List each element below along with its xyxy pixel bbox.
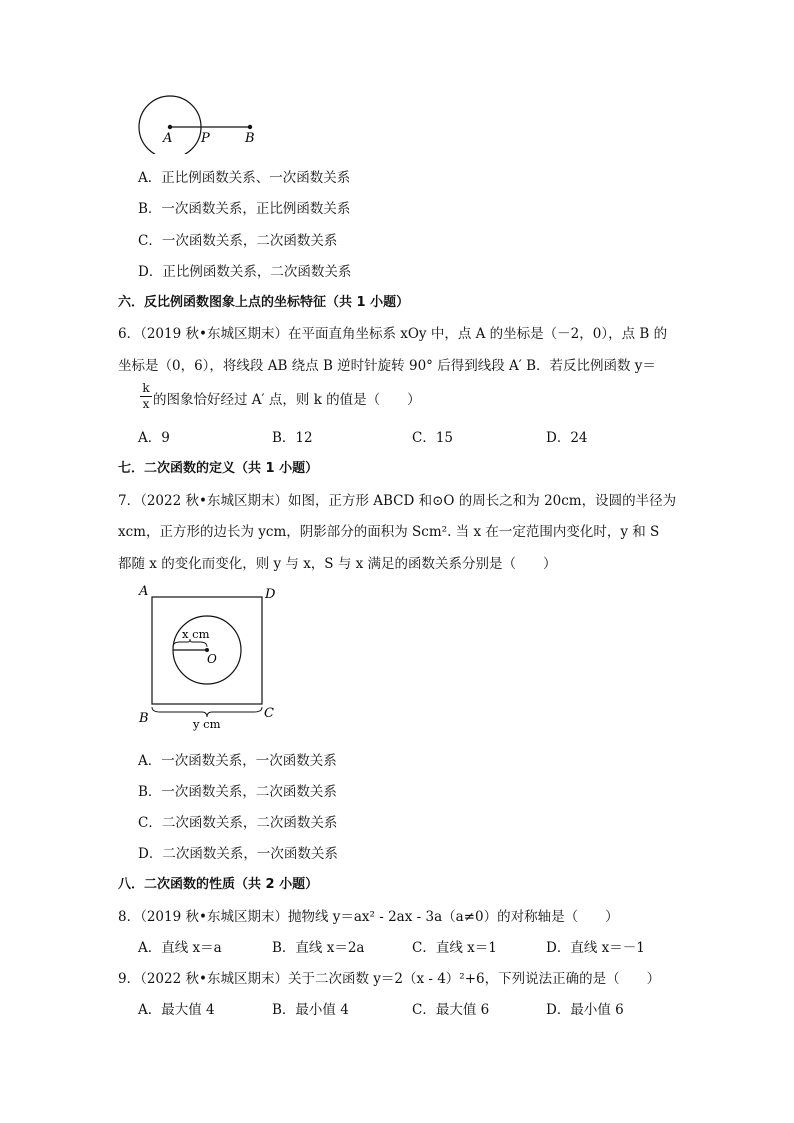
section-8-heading: 八．二次函数的性质（共 2 小题） — [118, 877, 319, 892]
q5-option-d: D．正比例函数关系，二次函数关系 — [138, 264, 352, 280]
q6-line-3: 的图象恰好经过 A′ 点，则 k 的值是（ ） — [153, 392, 421, 408]
q6-fraction — [140, 382, 152, 411]
q5-option-c: C．一次函数关系，二次函数关系 — [138, 233, 338, 249]
q8-line-1: 8．（2019 秋•东城区期末）抛物线 y＝ax² - 2ax - 3a（a≠0）的对称轴是（ ） — [118, 909, 619, 925]
q6-option-d: D．24 — [546, 430, 588, 446]
q7-option-d: D．二次函数关系，一次函数关系 — [138, 846, 338, 862]
q5-option-a: A．正比例函数关系、一次函数关系 — [138, 170, 351, 186]
q7-line-3: 都随 x 的变化而变化，则 y 与 x，S 与 x 满足的函数关系分别是（ ） — [118, 556, 557, 572]
q7-line-2: xcm，正方形的边长为 ycm，阴影部分的面积为 Scm². 当 x 在一定范围内变化时，y 和 S — [118, 524, 660, 540]
square-circle-figure — [130, 580, 290, 732]
q9-option-c: C．最大值 6 — [412, 1002, 490, 1018]
q7-line-1: 7．（2022 秋•东城区期末）如图，正方形 ABCD 和⊙O 的周长之和为 20cm，设圆的半径为 — [118, 493, 677, 509]
q8-option-b: B．直线 x＝2a — [272, 940, 365, 956]
q7-option-c: C．二次函数关系，二次函数关系 — [138, 815, 338, 831]
q9-option-b: B．最小值 4 — [272, 1002, 349, 1018]
point-a — [168, 125, 172, 129]
q6-option-a: A．9 — [138, 430, 170, 446]
q6-frac-den: x — [142, 397, 150, 411]
label-b: B — [139, 711, 149, 726]
q6-frac-num: k — [142, 381, 150, 395]
q6-option-b: B．12 — [272, 430, 313, 446]
q8-option-d: D．直线 x＝－1 — [546, 940, 645, 956]
label-p: P — [201, 131, 210, 146]
q9-line-1: 9．（2022 秋•东城区期末）关于二次函数 y＝2（x - 4）²+6，下列说法正确的是（ ） — [118, 971, 661, 987]
label-y-cm: y cm — [193, 717, 221, 731]
q5-option-b: B．一次函数关系，正比例函数关系 — [138, 201, 351, 217]
q7-option-a: A．一次函数关系，一次函数关系 — [138, 753, 337, 769]
label-a: A — [139, 584, 149, 599]
label-c: C — [264, 706, 274, 721]
point-b — [248, 125, 252, 129]
label-x-cm: x cm — [182, 627, 210, 641]
q7-option-b: B．一次函数关系，二次函数关系 — [138, 784, 337, 800]
circle-segment-figure — [130, 92, 270, 154]
q8-option-c: C．直线 x＝1 — [412, 940, 497, 956]
section-6-heading: 六．反比例函数图象上点的坐标特征（共 1 小题） — [118, 295, 410, 310]
section-7-heading: 七．二次函数的定义（共 1 小题） — [118, 461, 319, 476]
label-d: D — [265, 587, 276, 602]
q6-line-1: 6．（2019 秋•东城区期末）在平面直角坐标系 xOy 中，点 A 的坐标是（－2，0），点 B 的 — [118, 326, 668, 342]
q9-option-a: A．最大值 4 — [138, 1002, 215, 1018]
q6-option-c: C．15 — [412, 430, 454, 446]
side-brace — [152, 707, 262, 717]
label-o: O — [207, 652, 217, 666]
q6-line-2: 坐标是（0，6），将线段 AB 绕点 B 逆时针旋转 90° 后得到线段 A′ B．若反比例函数 y＝ — [118, 358, 656, 374]
label-b: B — [245, 131, 255, 146]
label-a: A — [163, 131, 173, 146]
q8-option-a: A．直线 x＝a — [138, 940, 222, 956]
q9-option-d: D．最小值 6 — [546, 1002, 624, 1018]
